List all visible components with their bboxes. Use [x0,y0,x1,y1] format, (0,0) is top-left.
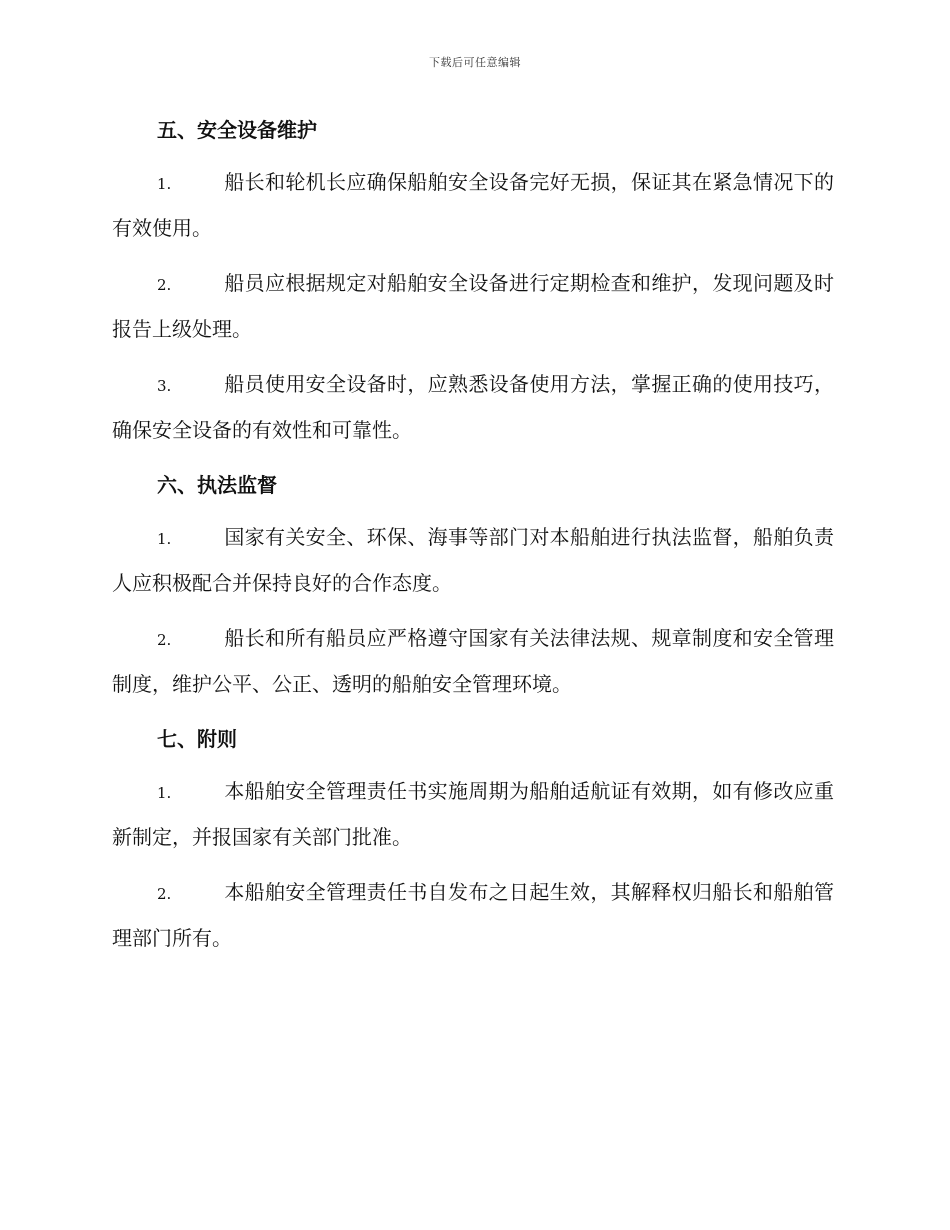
section-title: 六、执法监督 [157,473,277,497]
item-number: 2. [157,631,172,649]
section-law-enforcement [112,463,834,706]
item-text: 本船舶安全管理责任书实施周期为船舶适航证有效期，如有修改应重新制定，并报国家有关部门批准。 [112,779,834,849]
list-item [112,769,834,859]
section-safety-equipment [112,108,834,452]
item-number: 1. [157,175,172,193]
list-item [112,160,834,250]
document-body [112,108,834,971]
list-item [112,870,834,960]
item-text: 本船舶安全管理责任书自发布之日起生效，其解释权归船长和船舶管理部门所有。 [112,880,834,950]
item-text: 船员使用安全设备时，应熟悉设备使用方法，掌握正确的使用技巧，确保安全设备的有效性和可靠性。 [112,372,834,442]
item-text: 船长和所有船员应严格遵守国家有关法律法规、规章制度和安全管理制度，维护公平、公正、透明的船舶安全管理环境。 [112,626,834,696]
list-item [112,261,834,351]
item-text: 船员应根据规定对船舶安全设备进行定期检查和维护，发现问题及时报告上级处理。 [112,271,834,341]
section-title: 七、附则 [157,727,237,751]
item-number: 3. [157,377,172,395]
item-number: 1. [157,530,172,548]
item-number: 2. [157,885,172,903]
list-item [112,515,834,605]
header-note: 下载后可任意编辑 [429,56,521,69]
section-title: 五、安全设备维护 [157,118,317,142]
list-item [112,616,834,706]
item-text: 船长和轮机长应确保船舶安全设备完好无损，保证其在紧急情况下的有效使用。 [112,170,834,240]
item-number: 1. [157,784,172,802]
item-number: 2. [157,276,172,294]
item-text: 国家有关安全、环保、海事等部门对本船舶进行执法监督，船舶负责人应积极配合并保持良好的合作态度。 [112,525,834,595]
list-item [112,362,834,452]
section-supplementary [112,717,834,960]
